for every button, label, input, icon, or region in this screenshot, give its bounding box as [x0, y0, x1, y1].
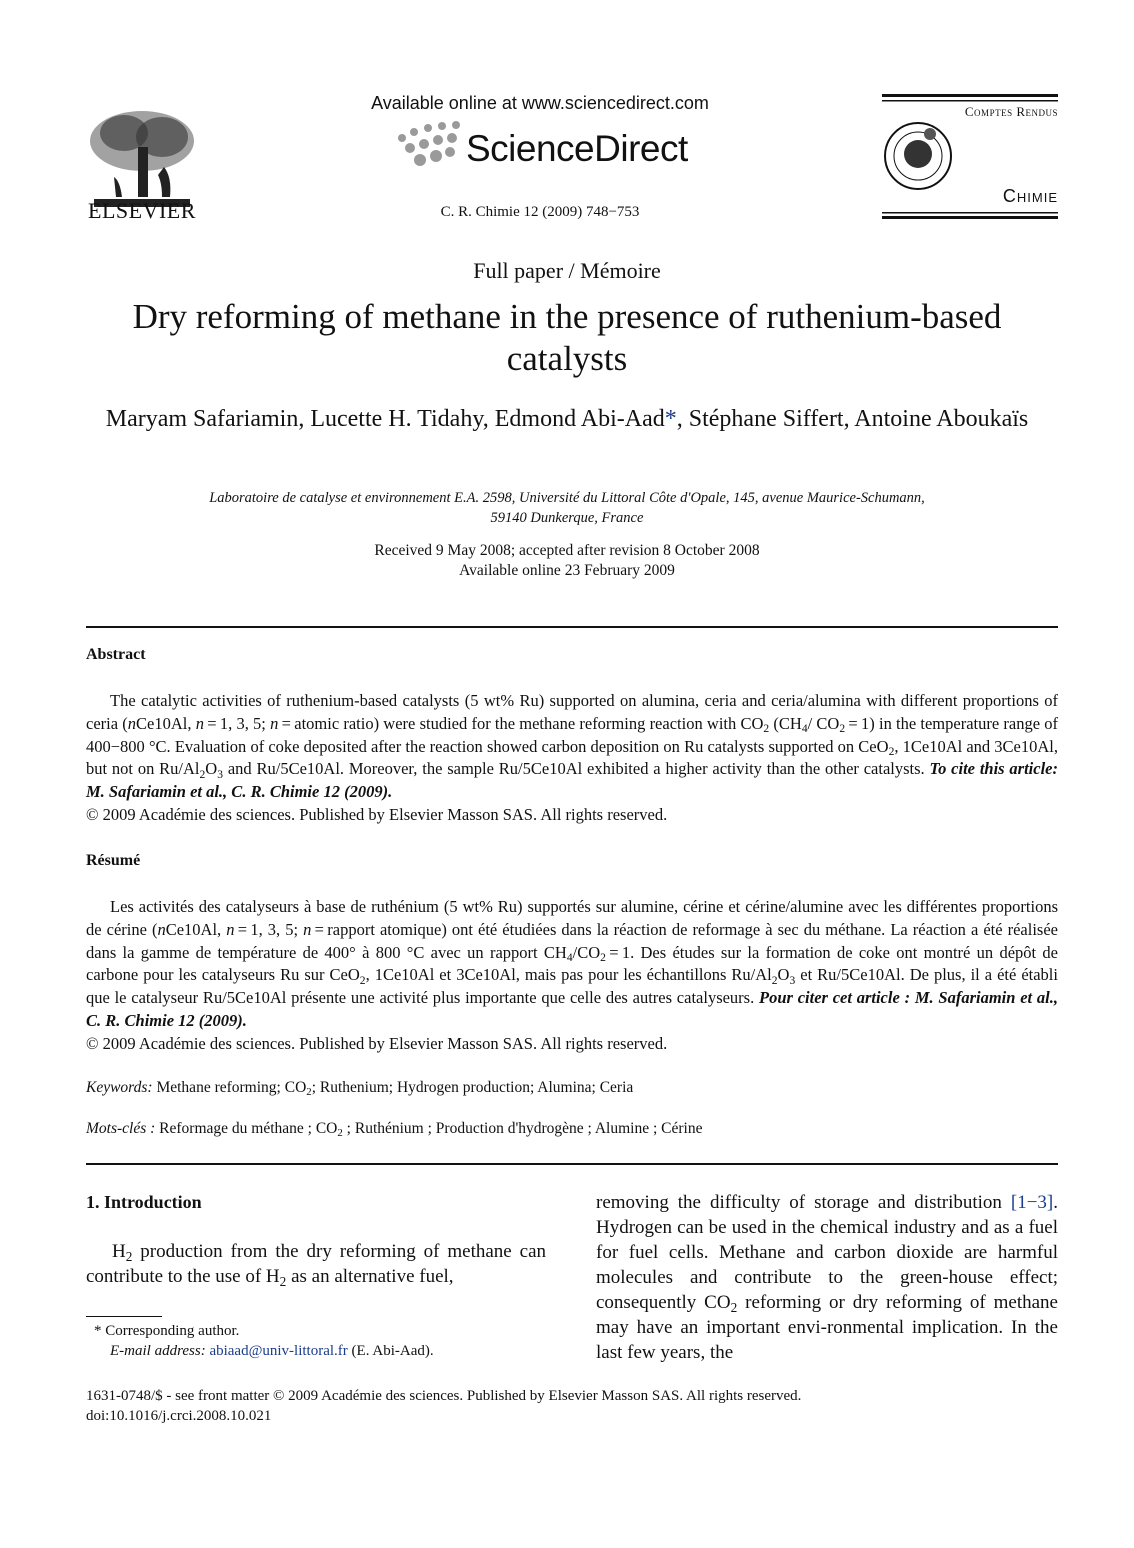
- available-online-date: Available online 23 February 2009: [459, 562, 675, 579]
- resume-copyright: © 2009 Académie des sciences. Published by Elsevier Masson SAS. All rights reserved.: [86, 1033, 668, 1053]
- dates: [100, 541, 1034, 581]
- corresponding-author-mark[interactable]: *: [664, 406, 677, 432]
- intro-paragraph: $H_2$ production from the dry reforming of methane can contribute to the use of $H_2$ as an alternative fuel,: [86, 1241, 546, 1289]
- authors: [100, 404, 1034, 435]
- comptes-rendus-label: Comptes Rendus: [964, 104, 1058, 119]
- affiliation: [100, 488, 1034, 528]
- publisher-name: ELSEVIER: [88, 198, 196, 223]
- introduction-left-column: [86, 1239, 546, 1289]
- sciencedirect-wordmark: ScienceDirect: [466, 128, 688, 169]
- authors-pre: Maryam Safariamin, Lucette H. Tidahy, Edmond Abi-Aad: [105, 406, 665, 432]
- abstract-citation: To cite this article: M. Safariamin et al., C. R. Chimie 12 (2009).: [86, 759, 1058, 802]
- mots-cles-label: Mots-clés :: [86, 1120, 156, 1137]
- affiliation-line-1: Laboratoire de catalyse et environnement E.A. 2598, Université du Littoral Côte d'Opale, 145, avenue Maurice-Schumann,: [209, 490, 925, 506]
- front-matter-line: 1631-0748/$ - see front matter © 2009 Académie des sciences. Published by Elsevier Masson SAS. All rights reserved.: [86, 1388, 802, 1404]
- abstract-text: The catalytic activities of ruthenium-based catalysts (5 wt% Ru) supported on alumina, ceria and ceria/alumina with different proportions of ceria (nCe10Al, n = 1, 3, 5; n = atomic ratio) were studied for the methane reforming reaction with $CO_2$ ($CH_4/$ $CO_2 = 1$) in the temperature range of 400−800 °C. Evaluation of coke deposited after the reaction showed carbon deposition on Ru catalysts supported on CeO$_2$, 1Ce10Al and 3Ce10Al, but not on $Ru/Al_2O_3$ and Ru/5Ce10Al. Moreover, the sample Ru/5Ce10Al exhibited a higher activity than the other catalysts. To cite this article: M. Safariamin et al., C. R. Chimie 12 (2009).: [86, 691, 1059, 802]
- abstract-body: [86, 690, 1058, 827]
- received-dates: Received 9 May 2008; accepted after revision 8 October 2008: [374, 542, 760, 559]
- affiliation-line-2: 59140 Dunkerque, France: [490, 510, 644, 526]
- authors-post: , Stéphane Siffert, Antoine Aboukaïs: [676, 406, 1029, 432]
- doi-line: doi:10.1016/j.crci.2008.10.021: [86, 1408, 272, 1424]
- resume-citation: Pour citer cet article : M. Safariamin et al., C. R. Chimie 12 (2009).: [86, 988, 1058, 1030]
- keywords: Keywords: Methane reforming; $CO_2$; Ruthenium; Hydrogen production; Alumina; Ceria: [86, 1079, 634, 1099]
- abstract-heading: Abstract: [86, 646, 146, 663]
- footnote-divider: [86, 1316, 162, 1317]
- divider: [86, 626, 1058, 628]
- mots-cles: Mots-clés : Reformage du méthane ; $CO_2$ ; Ruthénium ; Production d'hydrogène ; Alumine ; Cérine: [86, 1120, 703, 1140]
- journal-reference: C. R. Chimie 12 (2009) 748−753: [440, 204, 640, 220]
- sciencedirect-availability: Available online at www.sciencedirect.com: [371, 93, 709, 113]
- resume-text: Les activités des catalyseurs à base de ruthénium (5 wt% Ru) supportés sur alumine, cérine et cérine/alumine avec les différentes proportions de cérine (nCe10Al, n = 1, 3, 5; n = rapport atomique) ont été étudiées dans la réaction de reformage à sec du méthane. La réaction a été réalisée dans la gamme de température de 400° à 800 °C avec un rapport $CH_4/CO_2 = 1$. Des études sur la formation de coke ont montré un dépôt de carbone pour les catalyseurs Ru sur CeO$_2$, 1Ce10Al et 3Ce10Al, mais pas pour les échantillons $Ru/Al_2O_3$ et Ru/5Ce10Al. De plus, il a été établi que le catalyseur Ru/5Ce10Al présente une activité plus importante que celle des autres catalyseurs. Pour citer cet article : M. Safariamin et al., C. R. Chimie 12 (2009).: [86, 897, 1059, 1030]
- corresponding-author-note: * Corresponding author.: [94, 1323, 240, 1339]
- resume-heading: Résumé: [86, 852, 141, 869]
- email-link[interactable]: abiaad@univ-littoral.fr: [209, 1343, 348, 1359]
- abstract-copyright: © 2009 Académie des sciences. Published by Elsevier Masson SAS. All rights reserved.: [86, 804, 668, 824]
- divider: [86, 1163, 1058, 1165]
- reference-link[interactable]: [1−3]: [1010, 1192, 1054, 1213]
- paper-type: Full paper / Mémoire: [473, 258, 661, 283]
- resume-body: [86, 896, 1058, 1056]
- chimie-label: Chimie: [1002, 186, 1058, 206]
- intro-paragraph-continued: removing the difficulty of storage and distribution [1−3]. Hydrogen can be used in the chemical industry and as a fuel for fuel cells. Methane and carbon dioxide are harmful molecules and contribute to the green-house effect; consequently $CO_2$ reforming or dry reforming of methane may have an important envi-ronmental implication. In the last few years, the: [596, 1192, 1058, 1363]
- keywords-label: Keywords:: [86, 1079, 153, 1096]
- introduction-right-column: [596, 1190, 1058, 1365]
- email-footnote: E-mail address: abiaad@univ-littoral.fr (E. Abi-Aad).: [110, 1343, 434, 1359]
- paper-title: Dry reforming of methane in the presence of ruthenium-based catalysts: [132, 297, 1002, 378]
- introduction-heading: 1. Introduction: [86, 1192, 202, 1212]
